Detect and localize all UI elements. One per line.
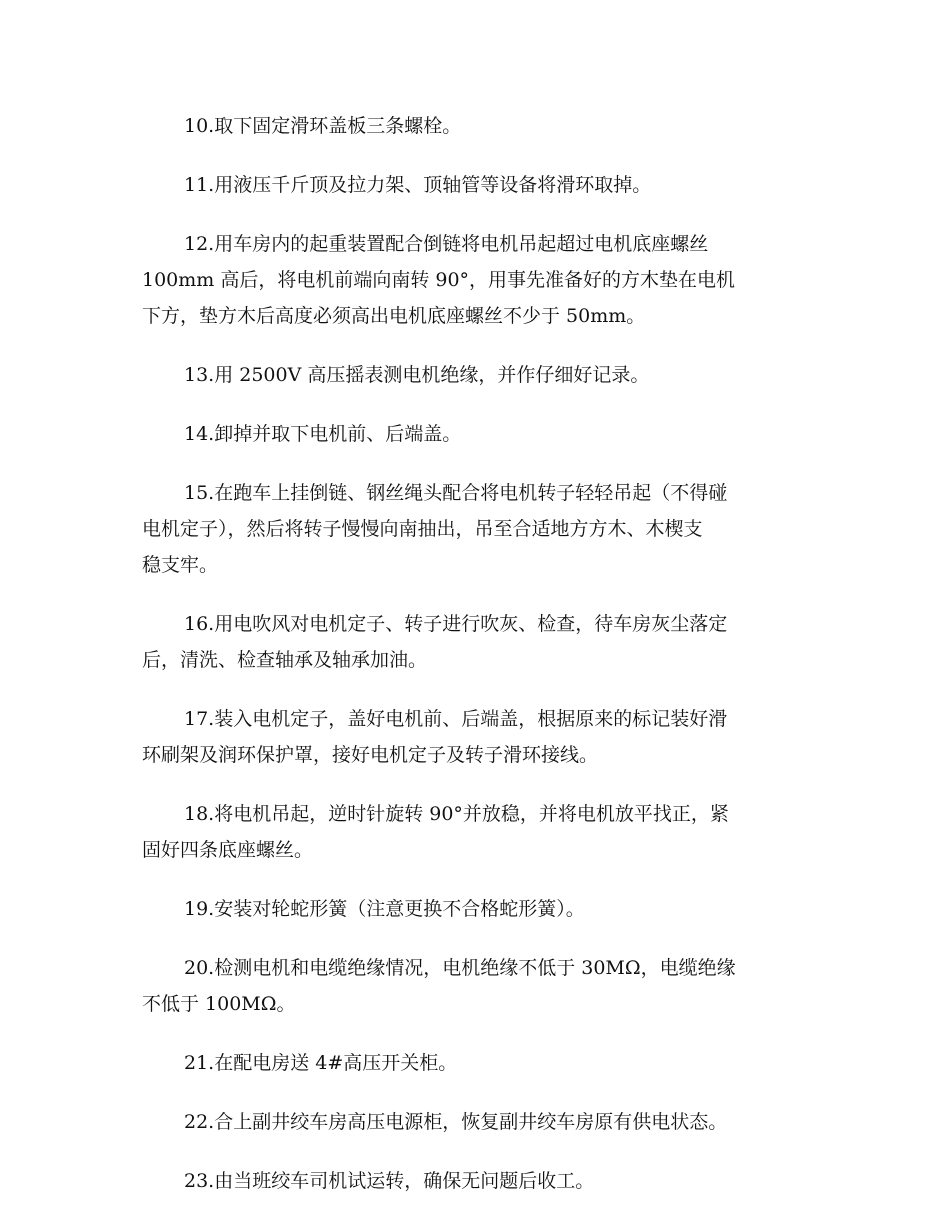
step-18 bbox=[142, 796, 810, 868]
step-13-line-1: 13.用 2500V 高压摇表测电机绝缘，并作仔细好记录。 bbox=[184, 364, 650, 386]
step-16-line-2: 后，清洗、检查轴承及轴承加油。 bbox=[142, 649, 428, 671]
step-21-line-1: 21.在配电房送 4#高压开关柜。 bbox=[184, 1052, 458, 1074]
step-19 bbox=[142, 891, 810, 927]
step-22 bbox=[142, 1104, 810, 1140]
step-22-line-1: 22.合上副井绞车房高压电源柜，恢复副井绞车房原有供电状态。 bbox=[184, 1111, 728, 1133]
step-11 bbox=[142, 167, 810, 203]
step-15-line-1: 15.在跑车上挂倒链、钢丝绳头配合将电机转子轻轻吊起（不得碰 bbox=[184, 482, 728, 504]
step-12-line-2: 100mm 高后，将电机前端向南转 90°，用事先准备好的方木垫在电机 bbox=[142, 269, 736, 291]
step-17 bbox=[142, 701, 810, 773]
step-17-line-2: 环刷架及润环保护罩，接好电机定子及转子滑环接线。 bbox=[142, 744, 599, 766]
step-23-line-1: 23.由当班绞车司机试运转，确保无问题后收工。 bbox=[184, 1170, 595, 1192]
step-13 bbox=[142, 357, 810, 393]
step-19-line-1: 19.安装对轮蛇形簧（注意更换不合格蛇形簧）。 bbox=[184, 898, 585, 920]
document-body bbox=[142, 108, 810, 1222]
step-15-line-2: 电机定子），然后将转子慢慢向南抽出，吊至合适地方方木、木楔支 bbox=[142, 518, 703, 540]
step-10 bbox=[142, 108, 810, 144]
step-23 bbox=[142, 1163, 810, 1199]
step-18-line-1: 18.将电机吊起，逆时针旋转 90°并放稳，并将电机放平找正，紧 bbox=[184, 803, 729, 825]
step-14 bbox=[142, 416, 810, 452]
step-18-line-2: 固好四条底座螺丝。 bbox=[142, 839, 314, 861]
step-16 bbox=[142, 606, 810, 678]
step-15 bbox=[142, 475, 810, 583]
step-12-line-1: 12.用车房内的起重装置配合倒链将电机吊起超过电机底座螺丝 bbox=[184, 233, 709, 255]
step-12-line-3: 下方，垫方木后高度必须高出电机底座螺丝不少于 50mm。 bbox=[142, 305, 646, 327]
step-16-line-1: 16.用电吹风对电机定子、转子进行吹灰、检查，待车房灰尘落定 bbox=[184, 613, 728, 635]
step-15-line-3: 稳支牢。 bbox=[142, 554, 219, 576]
step-14-line-1: 14.卸掉并取下电机前、后端盖。 bbox=[184, 423, 462, 445]
step-11-line-1: 11.用液压千斤顶及拉力架、顶轴管等设备将滑环取掉。 bbox=[184, 174, 652, 196]
step-20 bbox=[142, 950, 810, 1022]
step-20-line-1: 20.检测电机和电缆绝缘情况，电机绝缘不低于 30MΩ，电缆绝缘 bbox=[184, 957, 736, 979]
step-20-line-2: 不低于 100MΩ。 bbox=[142, 993, 296, 1015]
step-21 bbox=[142, 1045, 810, 1081]
step-10-line-1: 10.取下固定滑环盖板三条螺栓。 bbox=[184, 115, 462, 137]
step-12 bbox=[142, 226, 810, 334]
step-17-line-1: 17.装入电机定子，盖好电机前、后端盖，根据原来的标记装好滑 bbox=[184, 708, 728, 730]
